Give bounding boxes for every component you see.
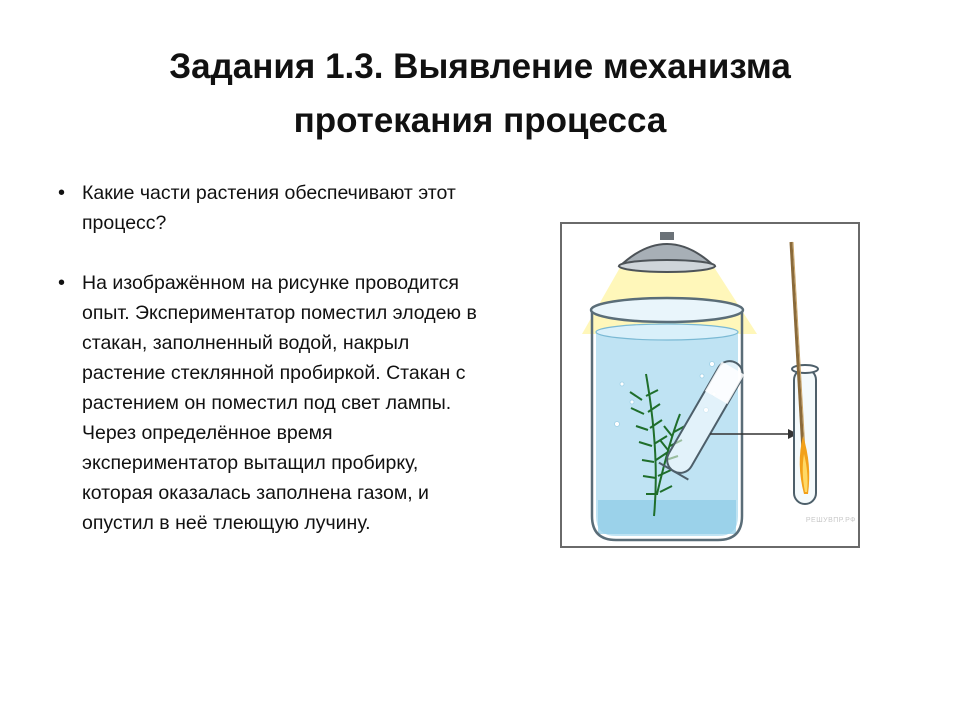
bullet-text-experiment: На изображённом на рисунке проводится опыт. Экспериментатор поместил элодею в стакан, заполненный водой, накрыл растение стеклянной пробиркой. Стакан с растением он поместил под свет лампы. Через определённое время экспериментатор вытащил пробирку, которая оказалась заполнена газом, и опустил в неё тлеющую лучину.: [82, 272, 477, 534]
beaker-water-bottom: [598, 500, 736, 534]
bullet-text-question: Какие части растения обеспечивают этот процесс?: [82, 182, 456, 234]
experiment-illustration: [562, 224, 858, 546]
figure-watermark: РЕШУВПР.РФ: [805, 517, 856, 524]
water-surface: [596, 324, 738, 340]
bullet-item-question: [58, 178, 478, 238]
beaker-rim: [591, 298, 743, 322]
bullet-marker: •: [58, 182, 66, 204]
experiment-figure: [560, 222, 860, 548]
lamp-rim: [619, 260, 715, 272]
bullet-item-experiment: [58, 268, 478, 538]
slide-title: [60, 40, 900, 148]
test-tube-right-rim: [792, 365, 818, 373]
bullet-marker: •: [58, 272, 66, 294]
slide-title-line-2: протекания процесса: [293, 101, 667, 140]
bullet-list: [58, 178, 478, 538]
lamp-top: [660, 232, 674, 240]
slide-title-line-1: Задания 1.3. Выявление механизма: [169, 47, 791, 86]
